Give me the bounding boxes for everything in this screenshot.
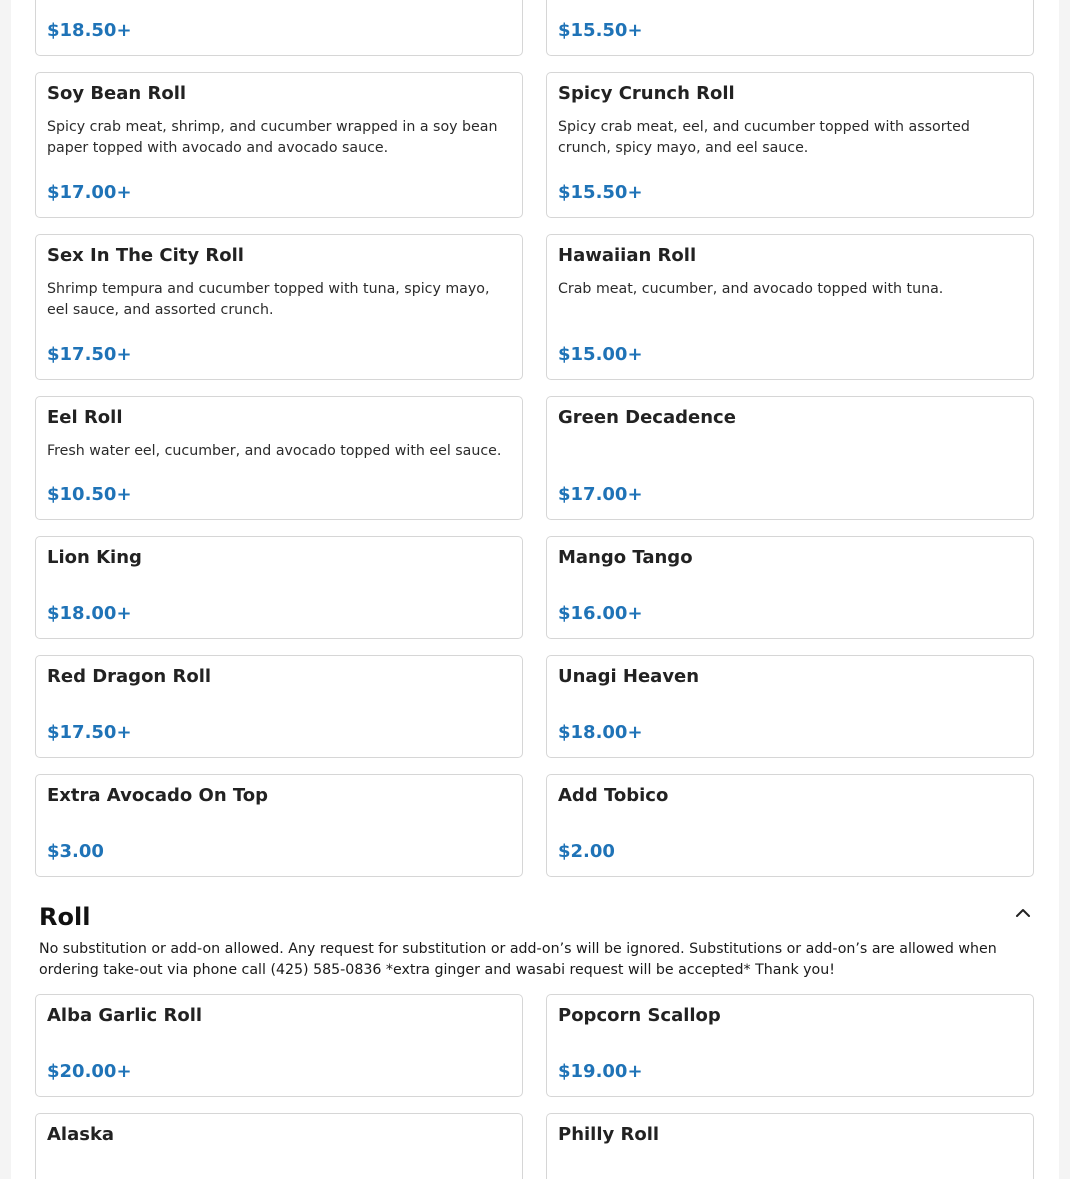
menu-item-name: Lion King bbox=[47, 547, 142, 568]
menu-item-name: Green Decadence bbox=[558, 407, 736, 428]
menu-item-card[interactable] bbox=[35, 234, 523, 380]
menu-item-card[interactable] bbox=[546, 72, 1034, 218]
menu-item-card[interactable] bbox=[35, 774, 523, 877]
menu-item-card[interactable] bbox=[546, 1113, 1034, 1179]
menu-item-price: $15.50+ bbox=[558, 182, 643, 203]
menu-item-price: $3.00 bbox=[47, 841, 104, 862]
menu-item-name: Alba Garlic Roll bbox=[47, 1005, 203, 1026]
menu-item-card[interactable] bbox=[35, 1113, 523, 1179]
roll-section-header bbox=[39, 898, 1034, 981]
menu-item-card[interactable] bbox=[546, 0, 1034, 56]
menu-item-price: $18.50+ bbox=[47, 20, 132, 41]
menu-item-name: Mango Tango bbox=[558, 547, 693, 568]
menu-item-price: $2.00 bbox=[558, 841, 615, 862]
menu-item-name: Eel Roll bbox=[47, 407, 123, 428]
menu-item-name: Hawaiian Roll bbox=[558, 245, 697, 266]
section-title: Roll bbox=[39, 903, 91, 931]
menu-item-card[interactable] bbox=[35, 0, 523, 56]
menu-item-description: Spicy crab meat, eel, and cucumber topped with assorted crunch, spicy mayo, and eel sauce. bbox=[558, 119, 970, 156]
menu-item-name: Spicy Crunch Roll bbox=[558, 83, 735, 104]
menu-item-price: $17.00+ bbox=[558, 484, 643, 505]
menu-item-name: Alaska bbox=[47, 1124, 115, 1145]
roll-items-grid bbox=[35, 994, 1034, 1179]
menu-item-card[interactable] bbox=[35, 994, 523, 1097]
menu-item-price: $17.00+ bbox=[47, 182, 132, 203]
menu-item-card[interactable] bbox=[546, 774, 1034, 877]
menu-item-description: Crab meat, cucumber, and avocado topped with tuna. bbox=[558, 281, 944, 297]
menu-item-name: Add Tobico bbox=[558, 785, 669, 806]
menu-item-card[interactable] bbox=[546, 536, 1034, 639]
menu-item-price: $17.50+ bbox=[47, 722, 132, 743]
menu-item-price: $18.00+ bbox=[47, 603, 132, 624]
menu-item-card[interactable] bbox=[35, 72, 523, 218]
menu-item-name: Unagi Heaven bbox=[558, 666, 700, 687]
menu-item-price: $10.50+ bbox=[47, 484, 132, 505]
menu-item-price: $17.50+ bbox=[47, 344, 132, 365]
section-note: No substitution or add-on allowed. Any request for substitution or add-on’s will be ignored. Substitutions or add-on’s are allowed when ordering take-out via phone call (425) 585-0836 *extra ginger and wasabi request will be accepted* Thank you! bbox=[39, 941, 997, 978]
menu-item-description: Shrimp tempura and cucumber topped with tuna, spicy mayo, eel sauce, and assorted crunch. bbox=[47, 281, 490, 318]
menu-item-name: Red Dragon Roll bbox=[47, 666, 212, 687]
menu-items-grid bbox=[35, 0, 1034, 877]
menu-item-description: Fresh water eel, cucumber, and avocado topped with eel sauce. bbox=[47, 443, 502, 459]
menu-item-name: Extra Avocado On Top bbox=[47, 785, 269, 806]
menu-item-name: Sex In The City Roll bbox=[47, 245, 244, 266]
chevron-up-icon[interactable] bbox=[1012, 902, 1034, 924]
menu-item-price: $20.00+ bbox=[47, 1061, 132, 1082]
menu-item-price: $18.00+ bbox=[558, 722, 643, 743]
menu-item-card[interactable] bbox=[546, 655, 1034, 758]
menu-page bbox=[11, 0, 1059, 1179]
menu-item-card[interactable] bbox=[546, 234, 1034, 380]
menu-item-card[interactable] bbox=[35, 536, 523, 639]
menu-item-card[interactable] bbox=[546, 396, 1034, 520]
menu-item-card[interactable] bbox=[546, 994, 1034, 1097]
menu-item-price: $15.00+ bbox=[558, 344, 643, 365]
menu-item-name: Philly Roll bbox=[558, 1124, 660, 1145]
menu-item-name: Popcorn Scallop bbox=[558, 1005, 721, 1026]
menu-item-description: Spicy crab meat, shrimp, and cucumber wrapped in a soy bean paper topped with avocado and avocado sauce. bbox=[47, 119, 498, 156]
menu-item-card[interactable] bbox=[35, 396, 523, 520]
menu-item-name: Soy Bean Roll bbox=[47, 83, 187, 104]
menu-item-price: $16.00+ bbox=[558, 603, 643, 624]
menu-item-price: $15.50+ bbox=[558, 20, 643, 41]
menu-item-price: $19.00+ bbox=[558, 1061, 643, 1082]
menu-item-card[interactable] bbox=[35, 655, 523, 758]
